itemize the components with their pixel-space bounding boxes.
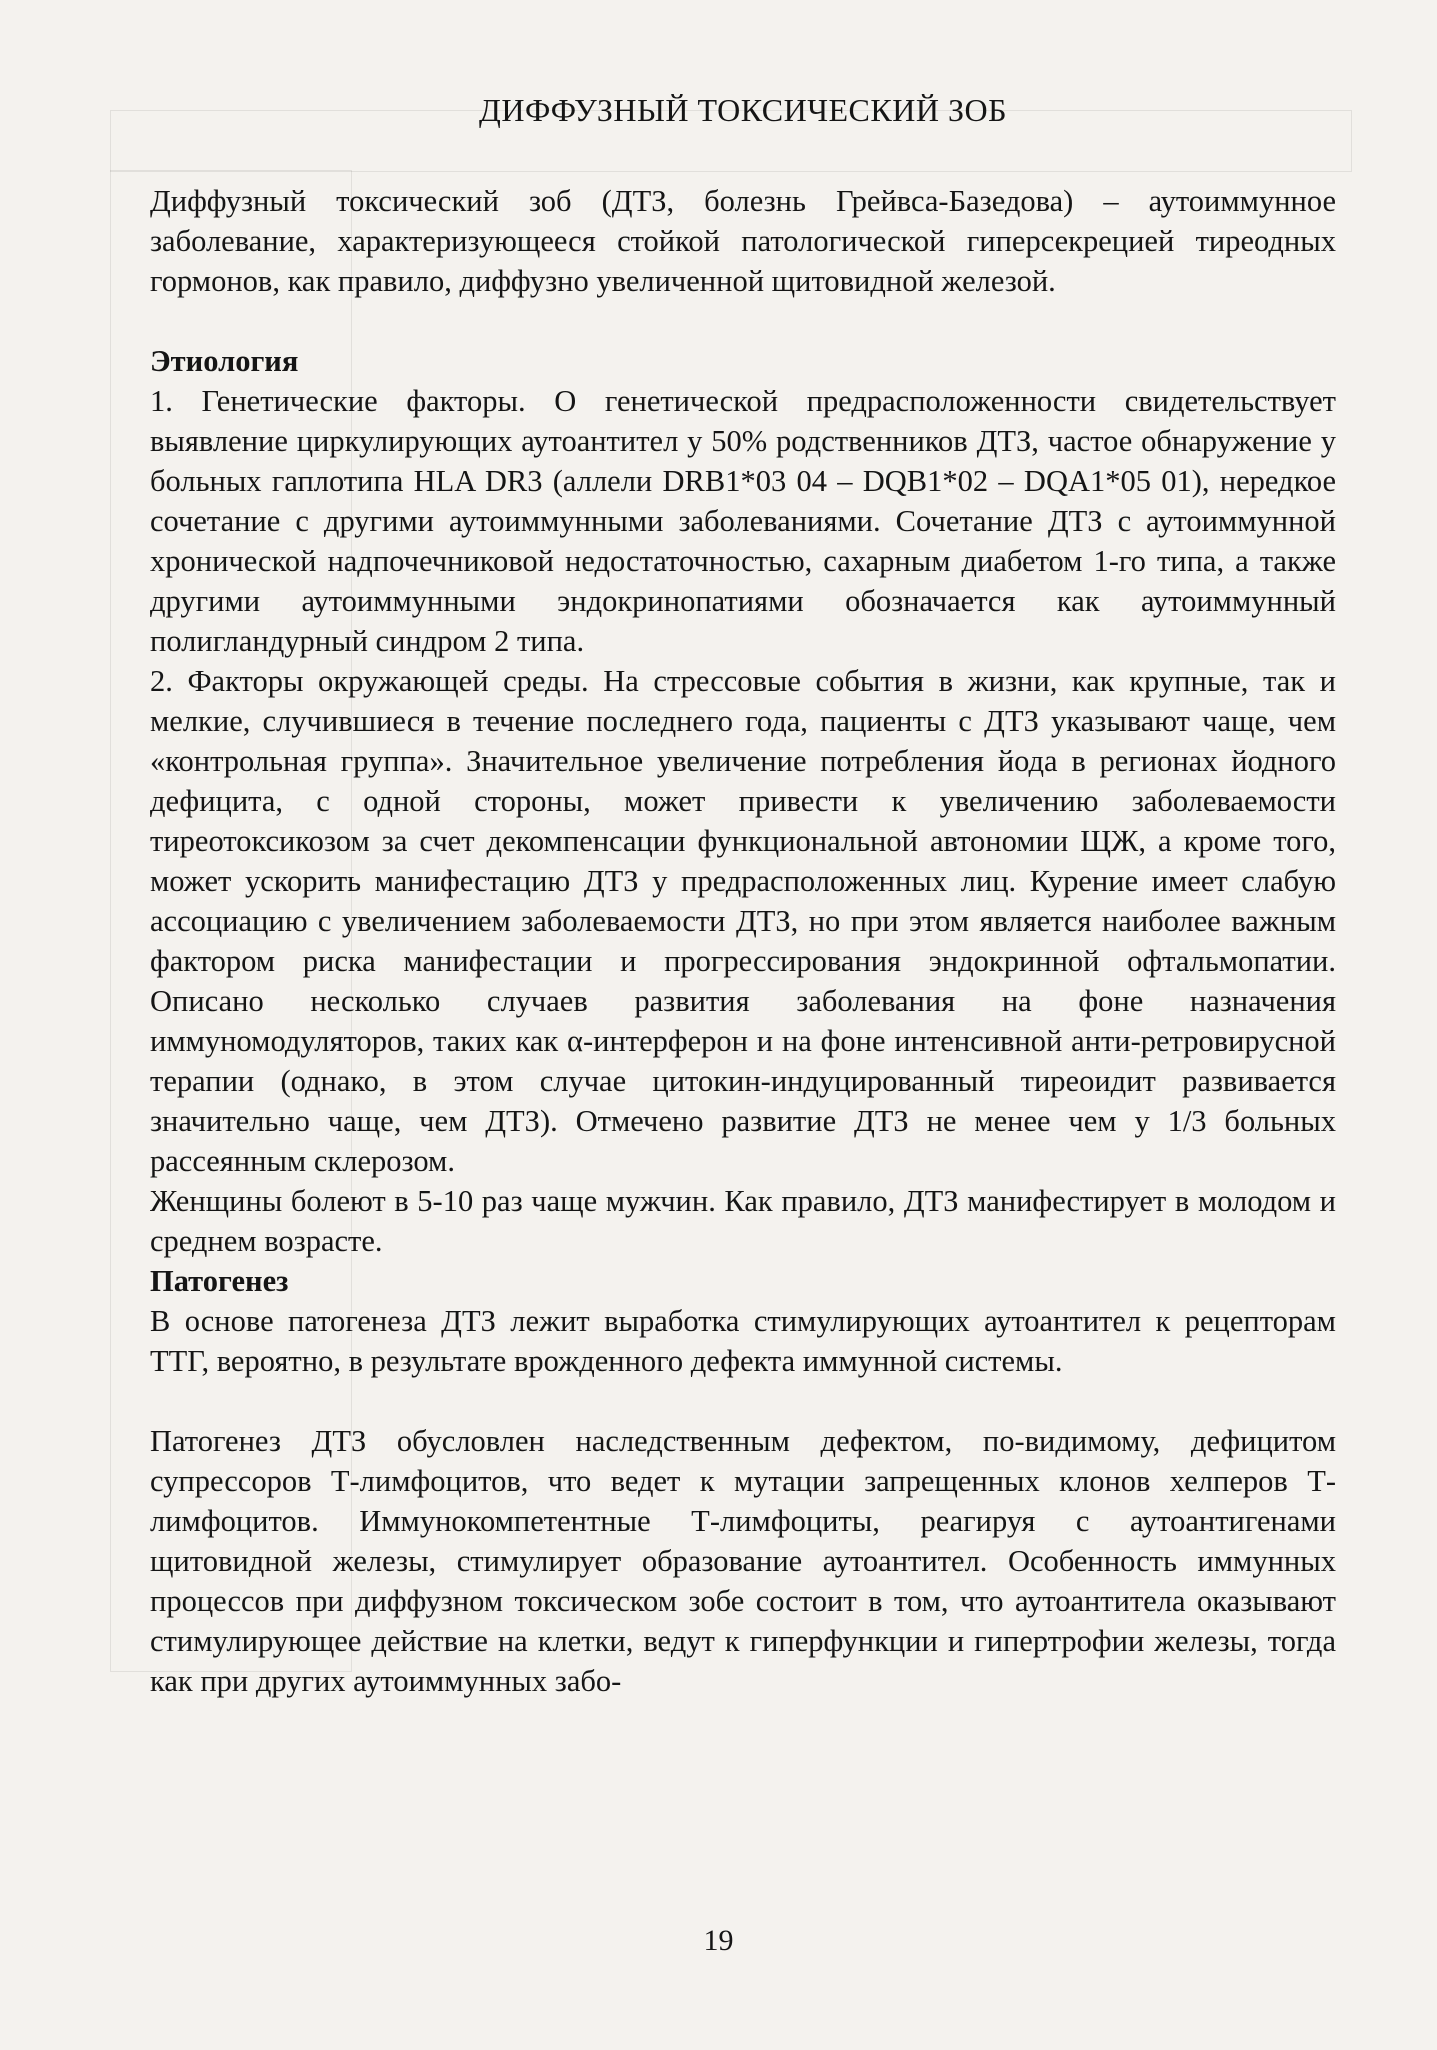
section-heading-pathogenesis: Патогенез xyxy=(150,1264,289,1298)
section-heading-etiology: Этиология xyxy=(150,344,299,378)
etiology-paragraph-environment: 2. Факторы окружающей среды. На стрессовые события в жизни, как крупные, так и мелкие, случившиеся в течение последнего года, пациенты с ДТЗ указывают чаще, чем «контрольная группа». Значительное увеличение потребления йода в регионах йодного дефицита, с одной стороны, может привести к увеличению заболеваемости тиреотоксикозом за счет декомпенсации функциональной автономии ЩЖ, а кроме того, может ускорить манифестацию ДТЗ у предрасположенных лиц. Курение имеет слабую ассоциацию с увеличением заболеваемости ДТЗ, но при этом является наиболее важным фактором риска манифестации и прогрессирования эндокринной офтальмопатии. Описано несколько случаев развития заболевания на фоне назначения иммуномодуляторов, таких как α-интерферон и на фоне интенсивной анти-ретровирусной терапии (однако, в этом случае цитокин-индуцированный тиреоидит развивается значительно чаще, чем ДТЗ). Отмечено развитие ДТЗ не менее чем у 1/3 больных рассеянным склерозом. xyxy=(150,664,1336,1178)
pathogenesis-paragraph-basis: В основе патогенеза ДТЗ лежит выработка стимулирующих аутоантител к рецепторам ТТГ, вероятно, в результате врожденного дефекта иммунной системы. xyxy=(150,1304,1336,1378)
document-title: ДИФФУЗНЫЙ ТОКСИЧЕСКИЙ ЗОБ xyxy=(479,92,1007,128)
document-body xyxy=(150,92,1336,1701)
intro-paragraph: Диффузный токсический зоб (ДТЗ, болезнь Грейвса-Базедова) – аутоиммунное заболевание, характеризующееся стойкой патологической гиперсекрецией тиреодных гормонов, как правило, диффузно увеличенной щитовидной железой. xyxy=(150,184,1336,298)
etiology-paragraph-gender: Женщины болеют в 5-10 раз чаще мужчин. Как правило, ДТЗ манифестирует в молодом и среднем возрасте. xyxy=(150,1184,1336,1258)
pathogenesis-paragraph-mechanism: Патогенез ДТЗ обусловлен наследственным дефектом, по-видимому, дефицитом супрессоров Т-лимфоцитов, что ведет к мутации запрещенных клонов хелперов Т-лимфоцитов. Иммунокомпетентные Т-лимфоциты, реагируя с аутоантигенами щитовидной железы, стимулирует образование аутоантител. Особенность иммунных процессов при диффузном токсическом зобе состоит в том, что аутоантитела оказывают стимулирующее действие на клетки, ведут к гиперфункции и гипертрофии железы, тогда как при других аутоиммунных забо- xyxy=(150,1424,1336,1698)
etiology-paragraph-genetic: 1. Генетические факторы. О генетической предрасположенности свидетельствует выявление циркулирующих аутоантител у 50% родственников ДТЗ, частое обнаружение у больных гаплотипа HLA DR3 (аллели DRB1*03 04 – DQB1*02 – DQA1*05 01), нередкое сочетание с другими аутоиммунными заболеваниями. Сочетание ДТЗ с аутоиммунной хронической надпочечниковой недостаточностью, сахарным диабетом 1-го типа, а также другими аутоиммунными эндокринопатиями обозначается как аутоиммунный полигландурный синдром 2 типа. xyxy=(150,384,1336,658)
page-number: 19 xyxy=(703,1924,734,1957)
